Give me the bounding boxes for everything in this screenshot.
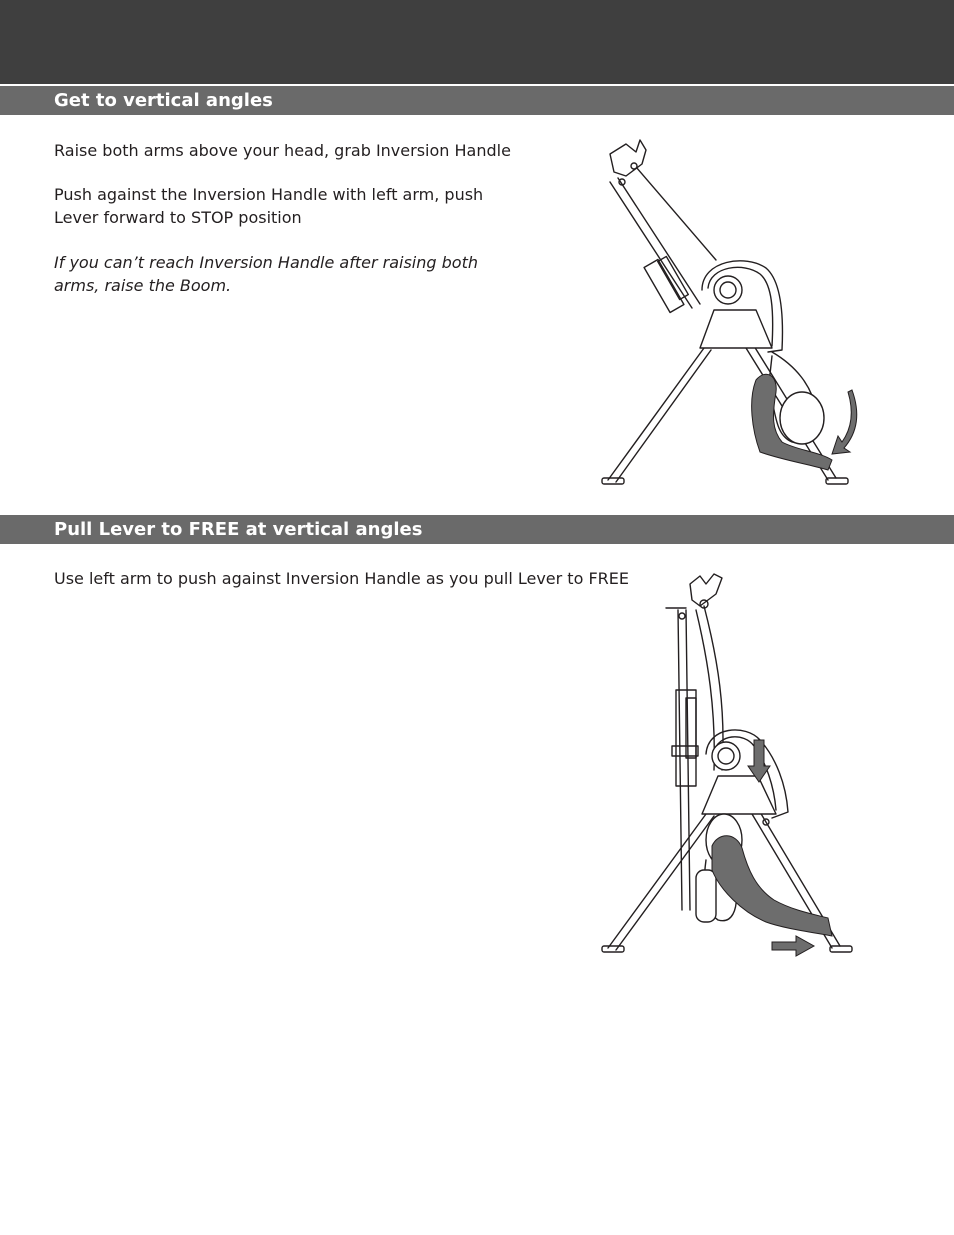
instruction-raise-arms: Raise both arms above your head, grab Inversion Handle xyxy=(54,141,511,160)
inversion-table-stop-illustration xyxy=(596,130,866,492)
instruction-push-lever: Push against the Inversion Handle with left arm, push Lever forward to STOP position xyxy=(54,185,484,227)
section-title-pull-lever-free: Pull Lever to FREE at vertical angles xyxy=(0,515,954,544)
section-title-get-to-vertical: Get to vertical angles xyxy=(0,86,954,115)
inversion-table-free-illustration xyxy=(596,570,866,960)
instruction-pull-lever-free: Use left arm to push against Inversion Handle as you pull Lever to FREE xyxy=(54,569,629,588)
note-raise-boom: If you can’t reach Inversion Handle after raising both arms, raise the Boom. xyxy=(54,253,478,295)
page-header-band xyxy=(0,0,954,84)
